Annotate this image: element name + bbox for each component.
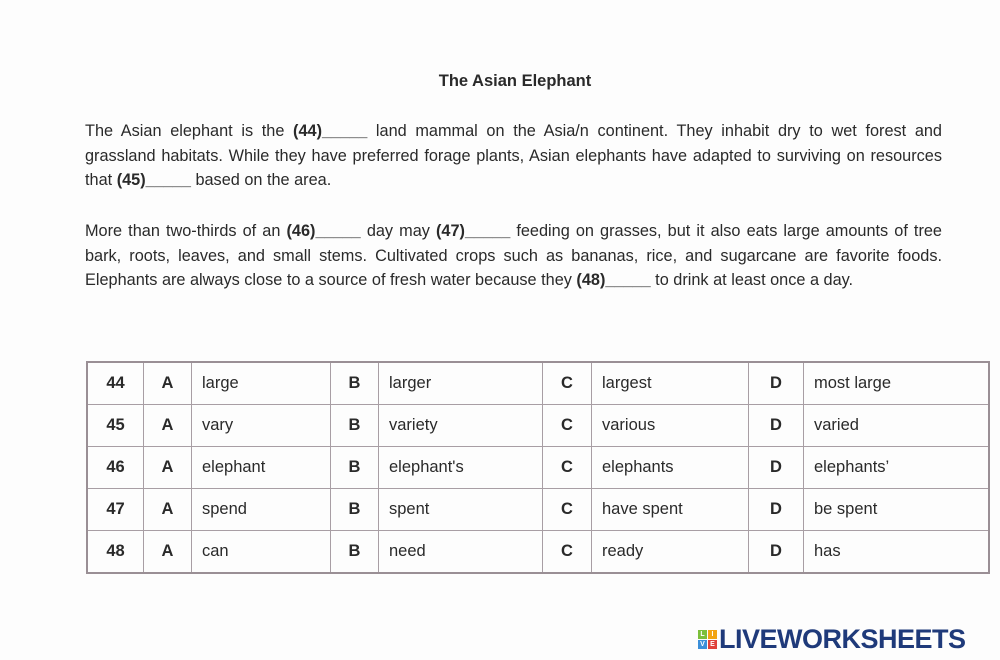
logo-block: V	[698, 640, 707, 649]
option-d-text: has	[804, 531, 990, 574]
option-b-text: spent	[379, 489, 543, 531]
option-d-text: varied	[804, 405, 990, 447]
option-a-text: elephant	[192, 447, 331, 489]
blank-48: (48)_____	[576, 271, 651, 290]
option-d-text: elephants’	[804, 447, 990, 489]
option-letter-b: B	[331, 447, 379, 489]
option-letter-a: A	[144, 362, 192, 405]
question-number: 46	[87, 447, 144, 489]
question-number: 48	[87, 531, 144, 574]
option-letter-c: C	[543, 489, 592, 531]
option-a-text: spend	[192, 489, 331, 531]
option-d-text: most large	[804, 362, 990, 405]
option-letter-a: A	[144, 405, 192, 447]
blank-47: (47)_____	[436, 222, 511, 240]
option-letter-b: B	[331, 405, 379, 447]
option-letter-b: B	[331, 531, 379, 574]
text: to drink at least once a day.	[650, 271, 854, 290]
option-a-text: large	[192, 362, 331, 405]
question-number: 47	[87, 489, 144, 531]
option-letter-a: A	[144, 489, 192, 531]
option-a-text: can	[192, 531, 331, 574]
logo-text: LIVEWORKSHEETS	[719, 624, 966, 654]
text: More than two-thirds of an	[85, 222, 287, 240]
option-letter-d: D	[749, 531, 804, 574]
option-letter-d: D	[749, 362, 804, 405]
option-c-text: various	[592, 405, 749, 447]
passage-paragraph-1	[85, 119, 942, 193]
question-number: 45	[87, 405, 144, 447]
passage-paragraph-2	[85, 219, 942, 293]
question-row	[87, 362, 989, 405]
option-c-text: elephants	[592, 447, 749, 489]
option-b-text: variety	[379, 405, 543, 447]
question-row	[87, 447, 989, 489]
option-d-text: be spent	[804, 489, 990, 531]
logo-blocks-icon	[698, 630, 717, 649]
liveworksheets-logo	[698, 624, 966, 655]
option-letter-c: C	[543, 447, 592, 489]
option-b-text: need	[379, 531, 543, 574]
option-b-text: elephant's	[379, 447, 543, 489]
option-letter-a: A	[144, 447, 192, 489]
option-letter-c: C	[543, 362, 592, 405]
option-b-text: larger	[379, 362, 543, 405]
text: land mammal on the Asia/n continent. They inhabit dry to wet forest and grassland habitats. While they have preferred forage plants, Asian elephants have adapted to surviving on resources that	[85, 122, 942, 190]
option-letter-c: C	[543, 405, 592, 447]
option-letter-b: B	[331, 362, 379, 405]
question-row	[87, 489, 989, 531]
option-c-text: have spent	[592, 489, 749, 531]
blank-46: (46)_____	[286, 222, 361, 240]
option-letter-b: B	[331, 489, 379, 531]
text: based on the area.	[190, 171, 332, 190]
answer-options-table	[86, 361, 990, 574]
option-a-text: vary	[192, 405, 331, 447]
text: day may	[360, 222, 437, 240]
option-letter-d: D	[749, 405, 804, 447]
option-letter-d: D	[749, 489, 804, 531]
question-row	[87, 531, 989, 574]
blank-45: (45)_____	[116, 171, 191, 190]
logo-block: L	[698, 630, 707, 639]
option-letter-d: D	[749, 447, 804, 489]
question-number: 44	[87, 362, 144, 405]
logo-block: I	[708, 630, 717, 639]
blank-44: (44)_____	[293, 122, 368, 140]
worksheet-title: The Asian Elephant	[438, 72, 592, 90]
text: The Asian elephant is the	[85, 122, 294, 140]
text: feeding on grasses, but it also eats large amounts of tree bark, roots, leaves, and small stems. Cultivated crops such as bananas, rice, and sugarcane are favorite foods. Elephants are always close to a source of fresh water because they	[85, 222, 942, 290]
option-c-text: largest	[592, 362, 749, 405]
question-row	[87, 405, 989, 447]
logo-block: E	[708, 640, 717, 649]
option-letter-c: C	[543, 531, 592, 574]
option-letter-a: A	[144, 531, 192, 574]
option-c-text: ready	[592, 531, 749, 574]
